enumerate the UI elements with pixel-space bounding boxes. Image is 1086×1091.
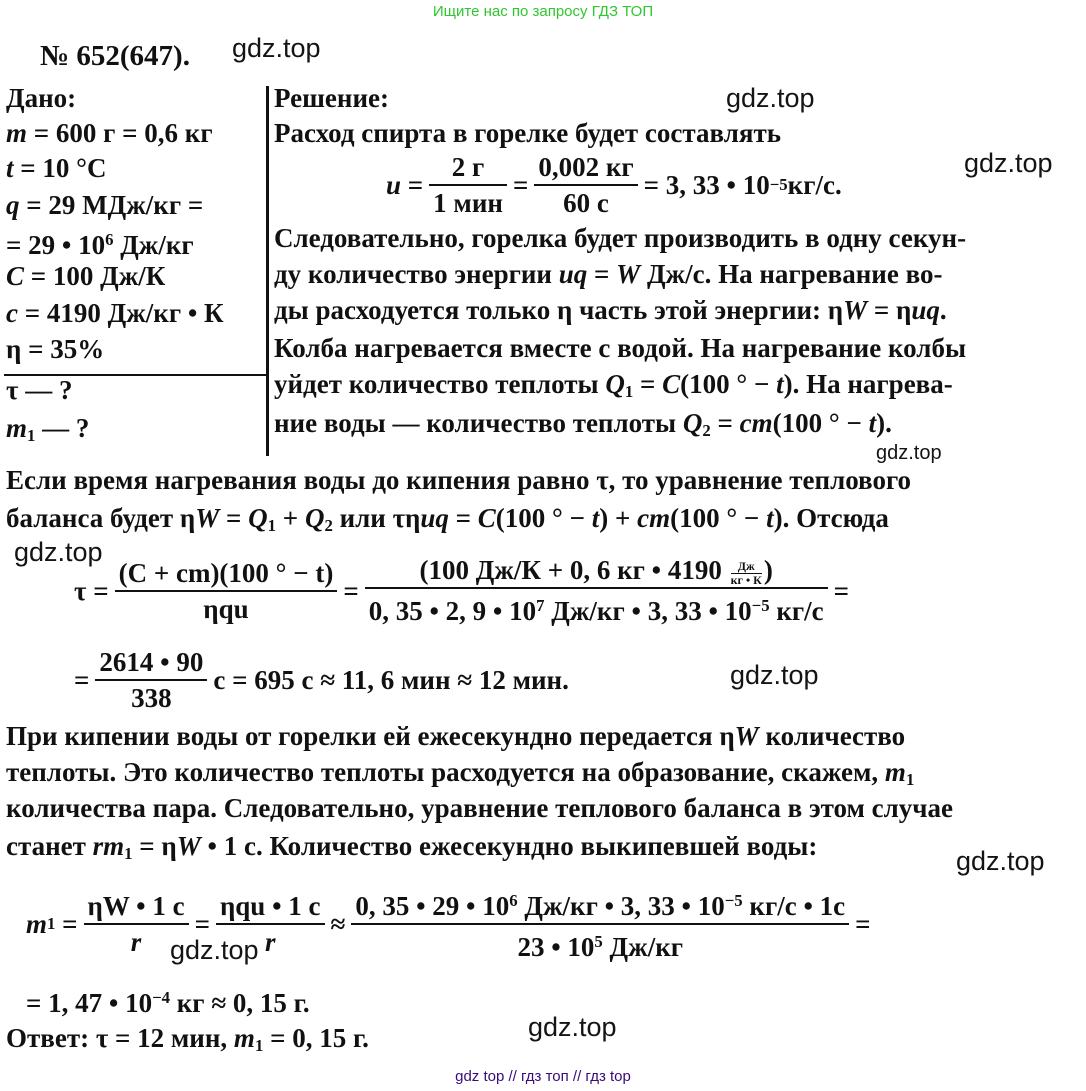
watermark: gdz.top — [964, 148, 1053, 178]
divider-vertical — [266, 86, 269, 456]
given-c: c = 4190 Дж/кг • К — [6, 298, 224, 328]
watermark: gdz.top — [170, 935, 259, 965]
solution-line: Расход спирта в горелке будет составлять — [274, 118, 782, 148]
paragraph-line: Если время нагревания воды до кипения равно τ, то уравнение теплового — [6, 465, 912, 495]
solution-header: Решение: — [274, 83, 389, 113]
given-header: Дано: — [6, 83, 77, 113]
watermark: gdz.top — [726, 83, 815, 113]
given-q-si: = 29 • $10^6$ Дж/кг — [6, 230, 194, 261]
find-tau: τ — ? — [6, 375, 73, 405]
solution-line: ние воды — количество теплоты $Q_2 = cm(100$ ° − t). — [274, 408, 892, 441]
solution-line: уйдет количество теплоты $Q_1 = C(100$ ° − t). На нагрева- — [274, 369, 953, 402]
given-q: q = 29 МДж/кг = — [6, 190, 204, 220]
watermark: gdz.top — [876, 442, 942, 464]
find-m1: $m_1$ — ? — [6, 413, 90, 446]
problem-number: № 652(647). — [40, 40, 190, 72]
watermark: gdz.top — [528, 1012, 617, 1042]
paragraph-line: баланса будет $\eta W = Q_1 + Q_2$ или τηuq = C(100 ° − t) + cm(100 ° − t). Отсюда — [6, 503, 889, 536]
paragraph-line: станет $rm_1 = \eta W$ • 1 с. Количество ежесекундно выкипевшей воды: — [6, 831, 818, 864]
paragraph-line: При кипении воды от горелки ей ежесекундно передается ηW количество — [6, 721, 906, 751]
site-banner[interactable]: Ищите нас по запросу ГДЗ ТОП — [432, 3, 654, 20]
answer: Ответ: τ = 12 мин, $m_1 = 0$, 15 г. — [6, 1023, 369, 1056]
watermark: gdz.top — [14, 537, 103, 567]
m1-equation: m 1 = $\frac{\eta W • 1 с}{r}$ = $\frac{\text{ηqu • 1 с}}{r}$ ≈ $\frac{0, 35 • 29 • 10^6 Дж/кг • 3, 33 • 10^{-5} кг/с • 1с}{23 • 10^5 Дж/кг}$ = — [26, 890, 871, 963]
tau-result: = $\frac{2614 • 90}{338}$ с = 695 с ≈ 11, 6 мин ≈ 12 мин. — [74, 647, 569, 713]
footer-links[interactable]: gdz top // гдз топ // гдз top — [455, 1068, 631, 1085]
solution-line: ды расходуется только η часть этой энергии: ηW = ηuq. — [274, 295, 947, 325]
watermark: gdz.top — [730, 660, 819, 690]
watermark: gdz.top — [956, 846, 1045, 876]
paragraph-line: количества пара. Следовательно, уравнение теплового баланса в этом случае — [6, 793, 953, 823]
solution-line: Следовательно, горелка будет производить в одну секун- — [274, 223, 967, 253]
m1-result: = 1, 47 • $10^{-4}$ кг ≈ 0, 15 г. — [26, 988, 310, 1019]
given-eta: η = 35% — [6, 334, 105, 364]
solution-line: ду количество энергии uq = W Дж/с. На нагревание во- — [274, 259, 943, 289]
given-C: C = 100 Дж/К — [6, 261, 166, 291]
tau-equation: τ = $\frac{(C + cm)(100 ^\circ - t)}{\text{ηqu}}$ = (100 Дж/К + 0, 6 кг • 4190 Дж кг • К ) 0, 35 • 2, 9 • $10^7$ Дж/кг • 3, 33 • $10^{-5}$ кг/с = — [74, 555, 850, 627]
given-t: t = 10 °С — [6, 153, 107, 183]
watermark: gdz.top — [232, 33, 321, 63]
given-m: m = 600 г = 0,6 кг — [6, 118, 213, 148]
solution-line: Колба нагревается вместе с водой. На нагревание колбы — [274, 333, 967, 363]
u-equation: u = $\frac{2 г}{\text{1 мин}}$ = $\frac{0,002 кг}{60 с}$ = 3, 33 • 10 −5 кг/с. — [386, 152, 842, 218]
paragraph-line: теплоты. Это количество теплоты расходуется на образование, скажем, $m_1$ — [6, 757, 915, 790]
